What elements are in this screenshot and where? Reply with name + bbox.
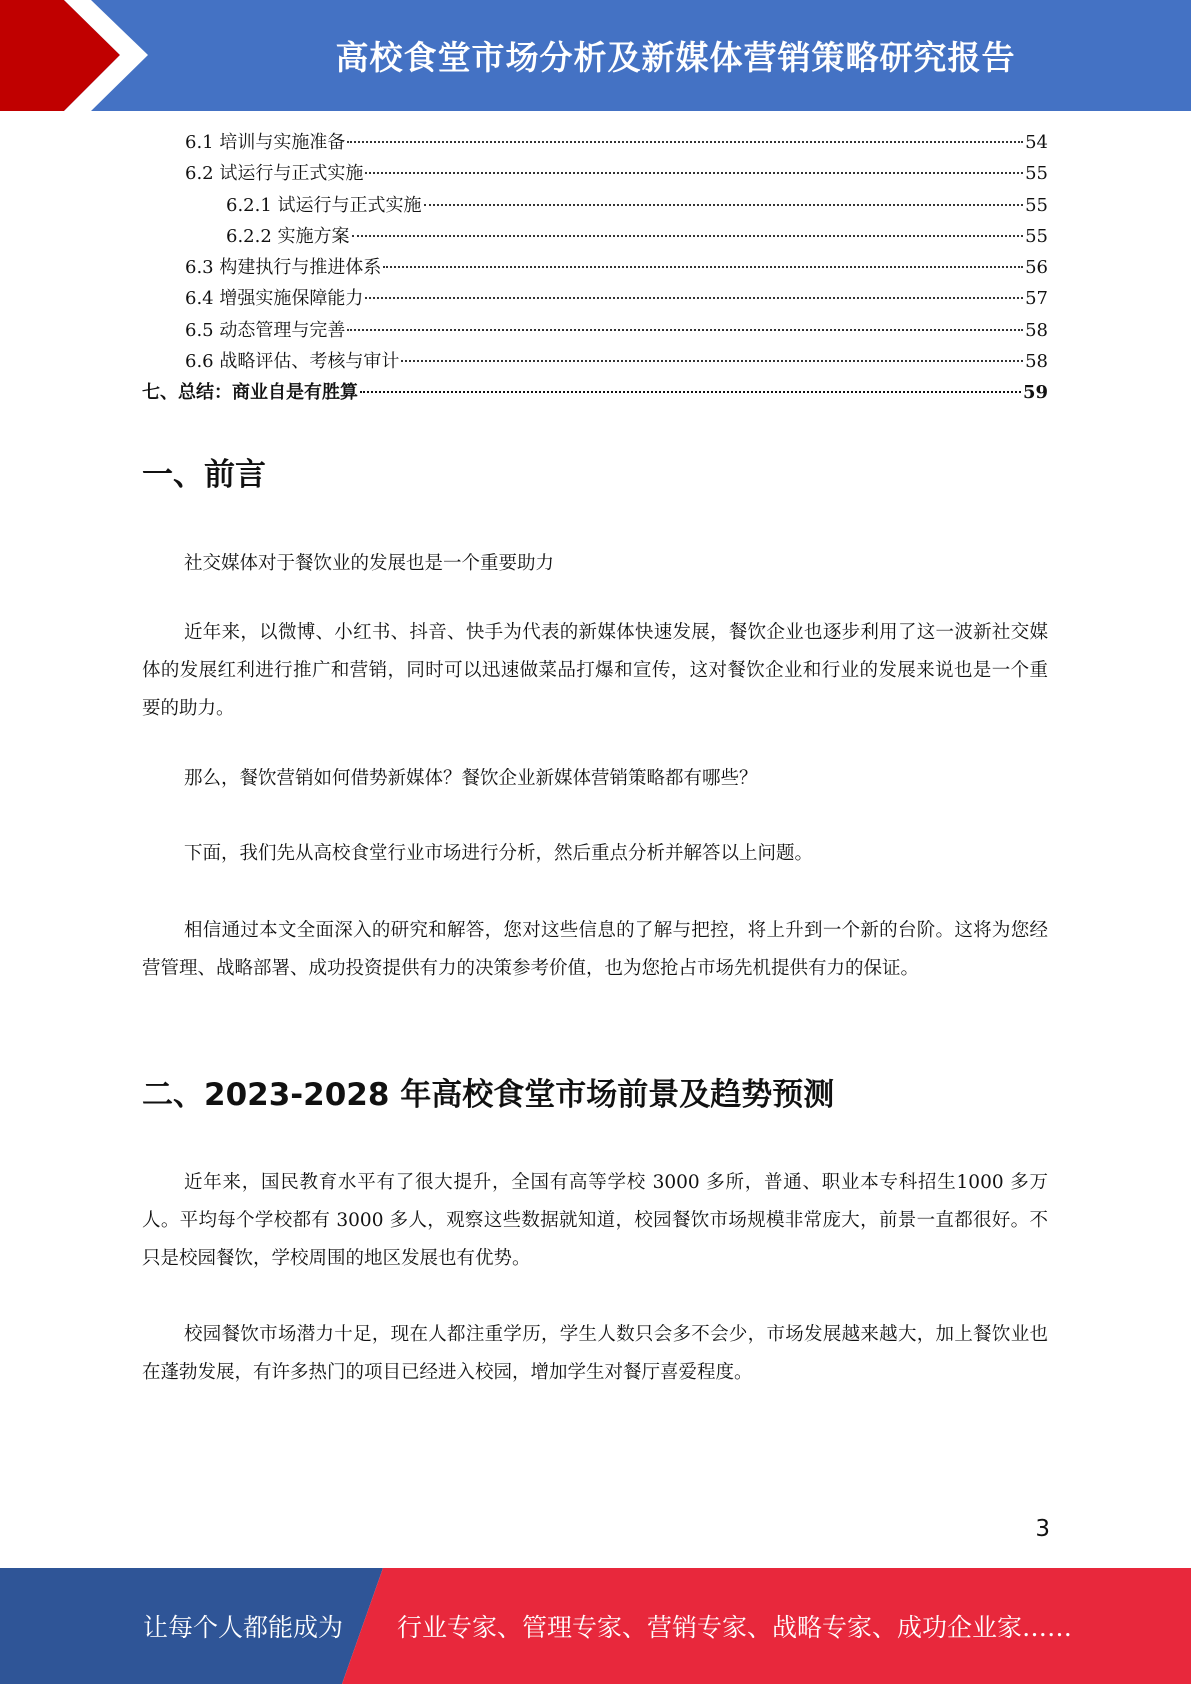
body-paragraph: 校园餐饮市场潜力十足，现在人都注重学历，学生人数只会多不会少，市场发展越来越大，加上餐饮业也在蓬勃发展，有许多热门的项目已经进入校园，增加学生对餐厅喜爱程度。 — [142, 1324, 1048, 1383]
toc-entry-page: 56 — [1025, 257, 1048, 279]
toc-leader-dots — [383, 266, 1023, 268]
toc-entry-label: 6.2 试运行与正式实施 — [185, 163, 364, 185]
toc-entry[interactable] — [142, 252, 1048, 283]
table-of-contents — [142, 127, 1048, 409]
body-paragraph: 近年来，以微博、小红书、抖音、快手为代表的新媒体快速发展，餐饮企业也逐步利用了这一波新社交媒体的发展红利进行推广和营销，同时可以迅速做菜品打爆和宣传，这对餐饮企业和行业的发展来说也是一个重要的助力。 — [142, 622, 1048, 719]
toc-leader-dots — [424, 204, 1024, 206]
toc-leader-dots — [365, 297, 1023, 299]
page-footer — [0, 1568, 1191, 1684]
toc-entry[interactable] — [142, 221, 1048, 252]
toc-entry-label: 6.3 构建执行与推进体系 — [185, 257, 382, 279]
toc-entry-page: 54 — [1025, 132, 1048, 153]
toc-entry-label: 6.6 战略评估、考核与审计 — [185, 351, 400, 373]
toc-entry-page: 55 — [1025, 194, 1048, 216]
toc-leader-dots — [347, 329, 1023, 331]
toc-entry[interactable] — [142, 315, 1048, 346]
page-number: 3 — [1035, 1516, 1050, 1542]
footer-slogan-left: 让每个人都能成为 — [143, 1613, 344, 1642]
toc-entry-label: 6.4 增强实施保障能力 — [185, 288, 364, 310]
toc-leader-dots — [347, 141, 1023, 143]
section-heading: 二、2023-2028 年高校食堂市场前景及趋势预测 — [142, 1077, 835, 1113]
report-title: 高校食堂市场分析及新媒体营销策略研究报告 — [335, 38, 1016, 77]
toc-entry-label: 七、总结：商业自是有胜算 — [142, 382, 358, 404]
body-paragraph: 下面，我们先从高校食堂行业市场进行分析，然后重点分析并解答以上问题。 — [184, 843, 814, 864]
toc-entry-page: 58 — [1025, 319, 1048, 341]
toc-leader-dots — [352, 235, 1024, 237]
toc-entry-label: 6.2.2 实施方案 — [226, 225, 350, 247]
toc-entry[interactable] — [142, 346, 1048, 377]
toc-entry[interactable] — [142, 377, 1048, 408]
toc-leader-dots — [365, 172, 1023, 174]
toc-entry-page: 59 — [1022, 382, 1048, 404]
toc-entry-page: 55 — [1025, 225, 1048, 247]
toc-leader-dots — [401, 360, 1023, 362]
section-heading: 一、前言 — [142, 457, 266, 493]
toc-entry-label: 6.5 动态管理与完善 — [185, 319, 346, 341]
toc-entry-page: 55 — [1025, 163, 1048, 185]
page-header — [0, 0, 1191, 111]
toc-entry-page: 57 — [1025, 288, 1048, 310]
toc-entry-label: 6.1 培训与实施准备 — [185, 132, 346, 153]
toc-entry-page: 58 — [1025, 351, 1048, 373]
toc-entry[interactable] — [142, 190, 1048, 221]
toc-entry[interactable] — [142, 127, 1048, 158]
toc-entry-label: 6.2.1 试运行与正式实施 — [226, 194, 422, 216]
body-paragraph: 社交媒体对于餐饮业的发展也是一个重要助力 — [184, 553, 555, 574]
body-paragraph: 相信通过本文全面深入的研究和解答，您对这些信息的了解与把控，将上升到一个新的台阶。这将为您经营管理、战略部署、成功投资提供有力的决策参考价值，也为您抢占市场先机提供有力的保证。 — [142, 920, 1048, 979]
toc-entry[interactable] — [142, 158, 1048, 189]
body-paragraph: 近年来，国民教育水平有了很大提升，全国有高等学校 3000 多所，普通、职业本专科招生1000 多万人。平均每个学校都有 3000 多人，观察这些数据就知道，校园餐饮市场规模非常庞大，前景一直都很好。不只是校园餐饮，学校周围的地区发展也有优势。 — [142, 1172, 1048, 1269]
footer-slogan-right: 行业专家、管理专家、营销专家、战略专家、成功企业家…… — [397, 1613, 1073, 1642]
body-paragraph: 那么，餐饮营销如何借势新媒体？餐饮企业新媒体营销策略都有哪些？ — [184, 768, 758, 789]
toc-leader-dots — [360, 391, 1021, 393]
toc-entry[interactable] — [142, 283, 1048, 314]
